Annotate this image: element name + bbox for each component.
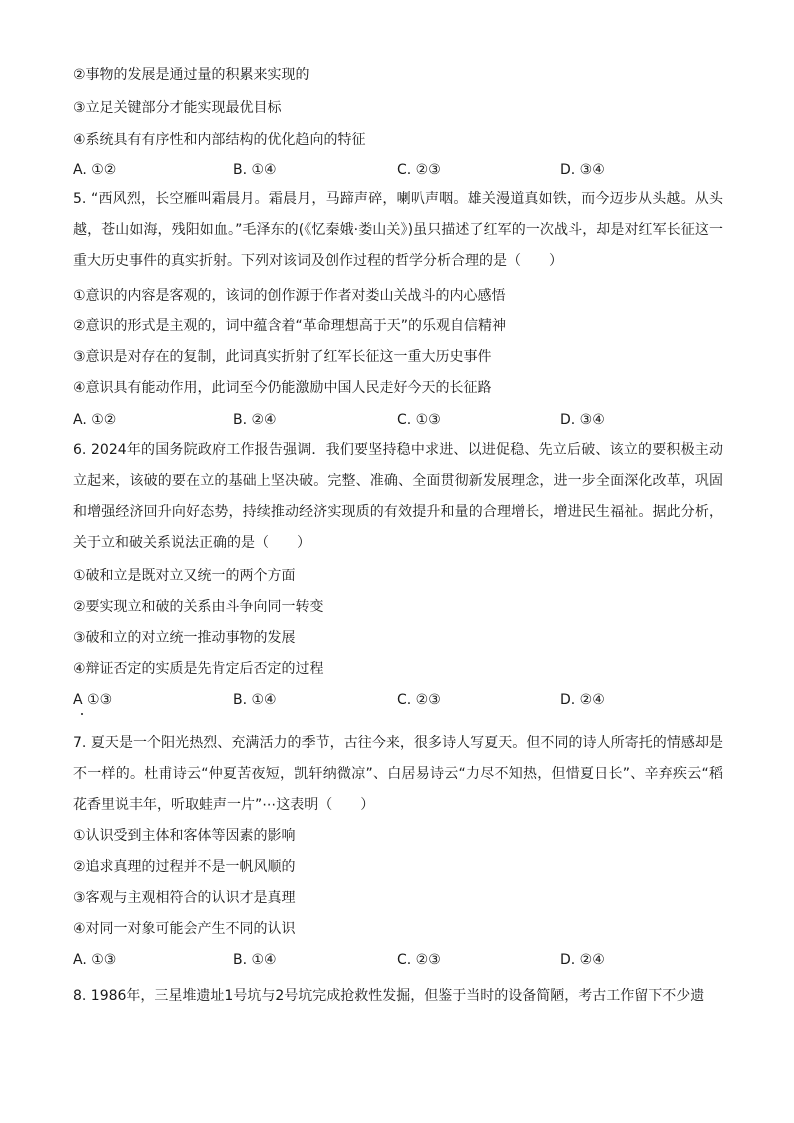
option-d: D. ②④ <box>560 692 605 708</box>
question-8-stem: 8. 1986年，三星堆遗址1号坑与2号坑完成抢救性发掘，但鉴于当时的设备简陋，考古工作留下不少遗 <box>73 988 705 1004</box>
question-6-stem: 6. 2024年的国务院政府工作报告强调．我们要坚持稳中求进、以进促稳、先立后破、该立的要积极主动立起来，该破的要在立的基础上坚决破。完整、准确、全面贯彻新发展理念，进一步全面深化改革，巩固和增强经济回升向好态势，持续推动经济实现质的有效提升和量的合理增长，增进民生福祉。据此分析，关于立和破关系说法正确的是（ ） <box>73 442 723 551</box>
question-7-stem: 7. 夏天是一个阳光热烈、充满活力的季节，古往今来，很多诗人写夏天。但不同的诗人所寄托的情感却是不一样的。杜甫诗云“仲夏苦夜短，凯轩纳微凉”、白居易诗云“力尽不知热，但惜夏日长”、辛弃疾云“稻花香里说丰年，听取蛙声一片”⋯这表明（ ） <box>73 735 723 813</box>
q7-choice-2: ②追求真理的过程并不是一帆风顺的 <box>73 859 296 875</box>
q6-options <box>73 690 733 710</box>
scan-speck <box>81 713 83 715</box>
option-a: A. ①③ <box>73 952 117 968</box>
q7-choice-4: ④对同一对象可能会产生不同的认识 <box>73 921 296 937</box>
choice-4-prev: ④系统具有有序性和内部结构的优化趋向的特征 <box>73 132 366 148</box>
option-b: B. ①④ <box>233 952 277 968</box>
choice-3-prev: ③立足关键部分才能实现最优目标 <box>73 100 282 116</box>
option-c: C. ①③ <box>397 412 441 428</box>
q7-options <box>73 950 733 970</box>
option-b: B. ①④ <box>233 692 277 708</box>
options-prev <box>73 160 733 180</box>
option-c: C. ②③ <box>397 692 441 708</box>
q5-options <box>73 410 733 430</box>
option-d: D. ③④ <box>560 162 605 178</box>
q5-choice-1: ①意识的内容是客观的，该词的创作源于作者对娄山关战斗的内心感悟 <box>73 288 506 304</box>
option-a: A. ①② <box>73 162 117 178</box>
option-d: D. ②④ <box>560 952 605 968</box>
q7-choice-1: ①认识受到主体和客体等因素的影响 <box>73 828 296 844</box>
option-c: C. ②③ <box>397 952 441 968</box>
option-d: D. ③④ <box>560 412 605 428</box>
q5-choice-3: ③意识是对存在的复制，此词真实折射了红军长征这一重大历史事件 <box>73 349 492 365</box>
q6-choice-1: ①破和立是既对立又统一的两个方面 <box>73 568 296 584</box>
question-5-stem: 5. “西风烈，长空雁叫霜晨月。霜晨月，马蹄声碎，喇叭声咽。雄关漫道真如铁，而今迈步从头越。从头越，苍山如海，残阳如血。”毛泽东的(《忆秦娥·娄山关》)虽只描述了红军的一次战斗，却是对红军长征这一重大历史事件的真实折射。下列对该词及创作过程的哲学分析合理的是（ ） <box>73 191 723 269</box>
option-a: A. ①② <box>73 412 117 428</box>
q6-choice-3: ③破和立的对立统一推动事物的发展 <box>73 630 296 646</box>
option-c: C. ②③ <box>397 162 441 178</box>
q6-choice-4: ④辩证否定的实质是先肯定后否定的过程 <box>73 661 324 677</box>
option-b: B. ①④ <box>233 162 277 178</box>
option-a: A ①③ <box>73 692 113 708</box>
option-b: B. ②④ <box>233 412 277 428</box>
choice-2-prev: ②事物的发展是通过量的积累来实现的 <box>73 67 310 83</box>
q5-choice-2: ②意识的形式是主观的，词中蕴含着“革命理想高于天”的乐观自信精神 <box>73 318 507 334</box>
q7-choice-3: ③客观与主观相符合的认识才是真理 <box>73 890 296 906</box>
q5-choice-4: ④意识具有能动作用，此词至今仍能激励中国人民走好今天的长征路 <box>73 380 492 396</box>
q6-choice-2: ②要实现立和破的关系由斗争向同一转变 <box>73 599 324 615</box>
